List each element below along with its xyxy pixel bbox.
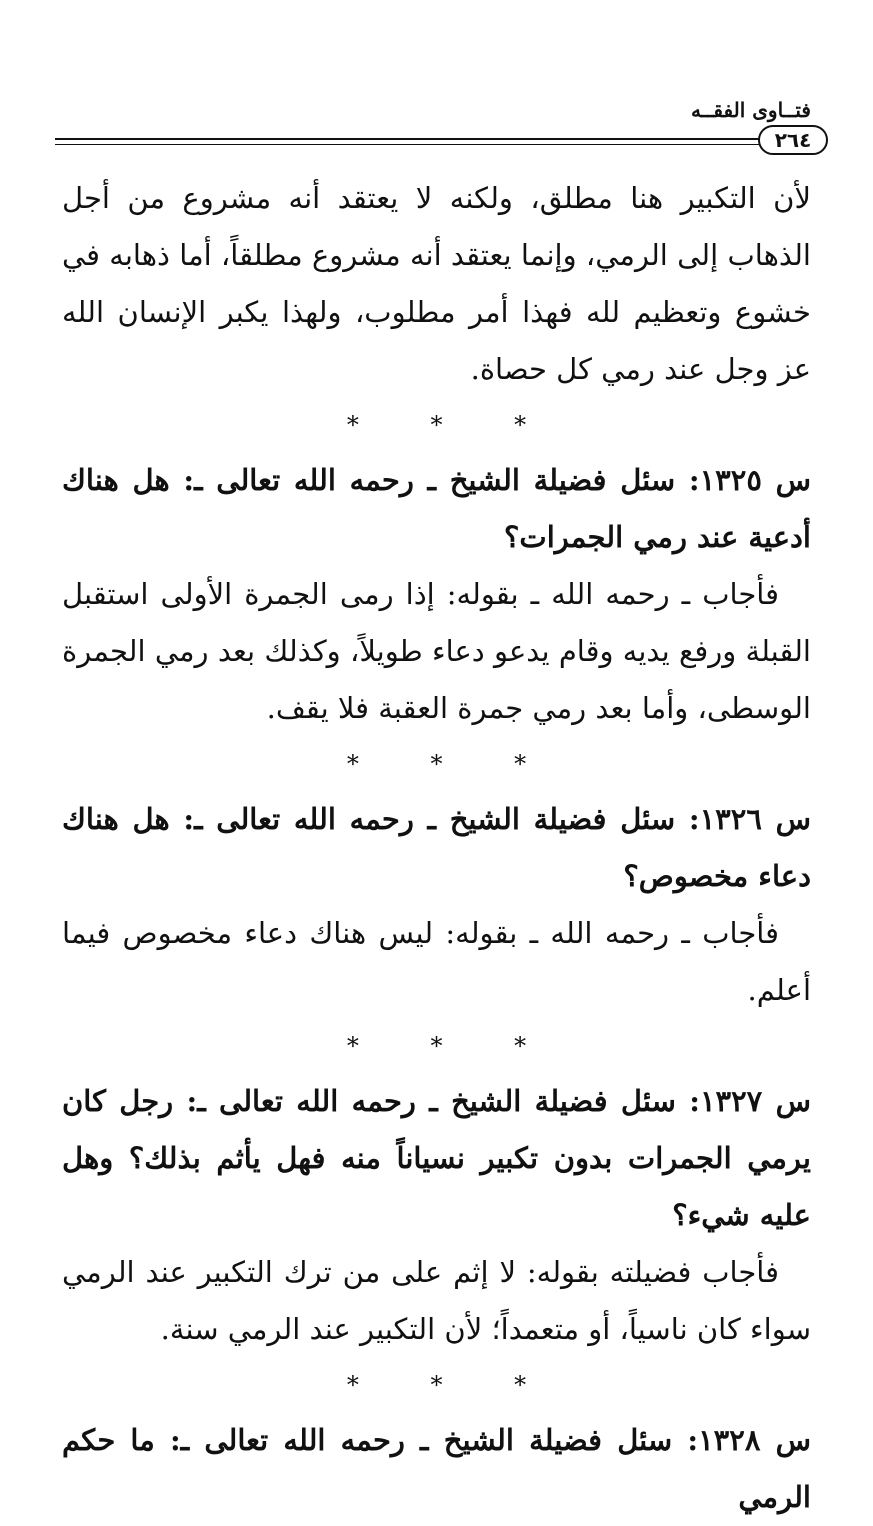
header-rule (55, 123, 828, 159)
running-header-title: فتــاوى الفقــه (690, 98, 811, 122)
question-1327: س ١٣٢٧: سئل فضيلة الشيخ ـ رحمه الله تعالى ـ: رجل كان يرمي الجمرات بدون تكبير نسياناً منه فهل يأثم بذلك؟ وهل عليه شيء؟ (62, 1084, 812, 1232)
answer-1327: فأجاب فضيلته بقوله: لا إثم على من ترك التكبير عند الرمي سواء كان ناسياً، أو متعمداً؛ لأن التكبير عند الرمي سنة. (62, 1255, 811, 1346)
section-separator: * * * (346, 1371, 559, 1399)
page-body (62, 170, 811, 1526)
paragraph-continuation: لأن التكبير هنا مطلق، ولكنه لا يعتقد أنه مشروع من أجل الذهاب إلى الرمي، وإنما يعتقد أنه مشروع مطلقاً، أما ذهابه في خشوع وتعظيم لله فهذا أمر مطلوب، ولهذا يكبر الإنسان الله عز وجل عند رمي كل حصاة. (62, 181, 811, 386)
section-separator: * * * (346, 1032, 559, 1060)
answer-1325: فأجاب ـ رحمه الله ـ بقوله: إذا رمى الجمرة الأولى استقبل القبلة ورفع يديه وقام يدعو دعاء طويلاً، وكذلك بعد رمي الجمرة الوسطى، وأما بعد رمي جمرة العقبة فلا يقف. (62, 577, 811, 725)
section-separator: * * * (346, 411, 559, 439)
header-rule-thin (55, 144, 782, 145)
page-number: ٢٦٤ (758, 125, 828, 155)
question-1328: س ١٣٢٨: سئل فضيلة الشيخ ـ رحمه الله تعالى ـ: ما حكم الرمي (62, 1423, 811, 1514)
question-1325: س ١٣٢٥: سئل فضيلة الشيخ ـ رحمه الله تعالى ـ: هل هناك أدعية عند رمي الجمرات؟ (62, 463, 812, 554)
answer-1326: فأجاب ـ رحمه الله ـ بقوله: ليس هناك دعاء مخصوص فيما أعلم. (62, 916, 811, 1007)
section-separator: * * * (346, 750, 559, 778)
header-rule-thick (55, 138, 782, 140)
question-1326: س ١٣٢٦: سئل فضيلة الشيخ ـ رحمه الله تعالى ـ: هل هناك دعاء مخصوص؟ (62, 802, 812, 893)
